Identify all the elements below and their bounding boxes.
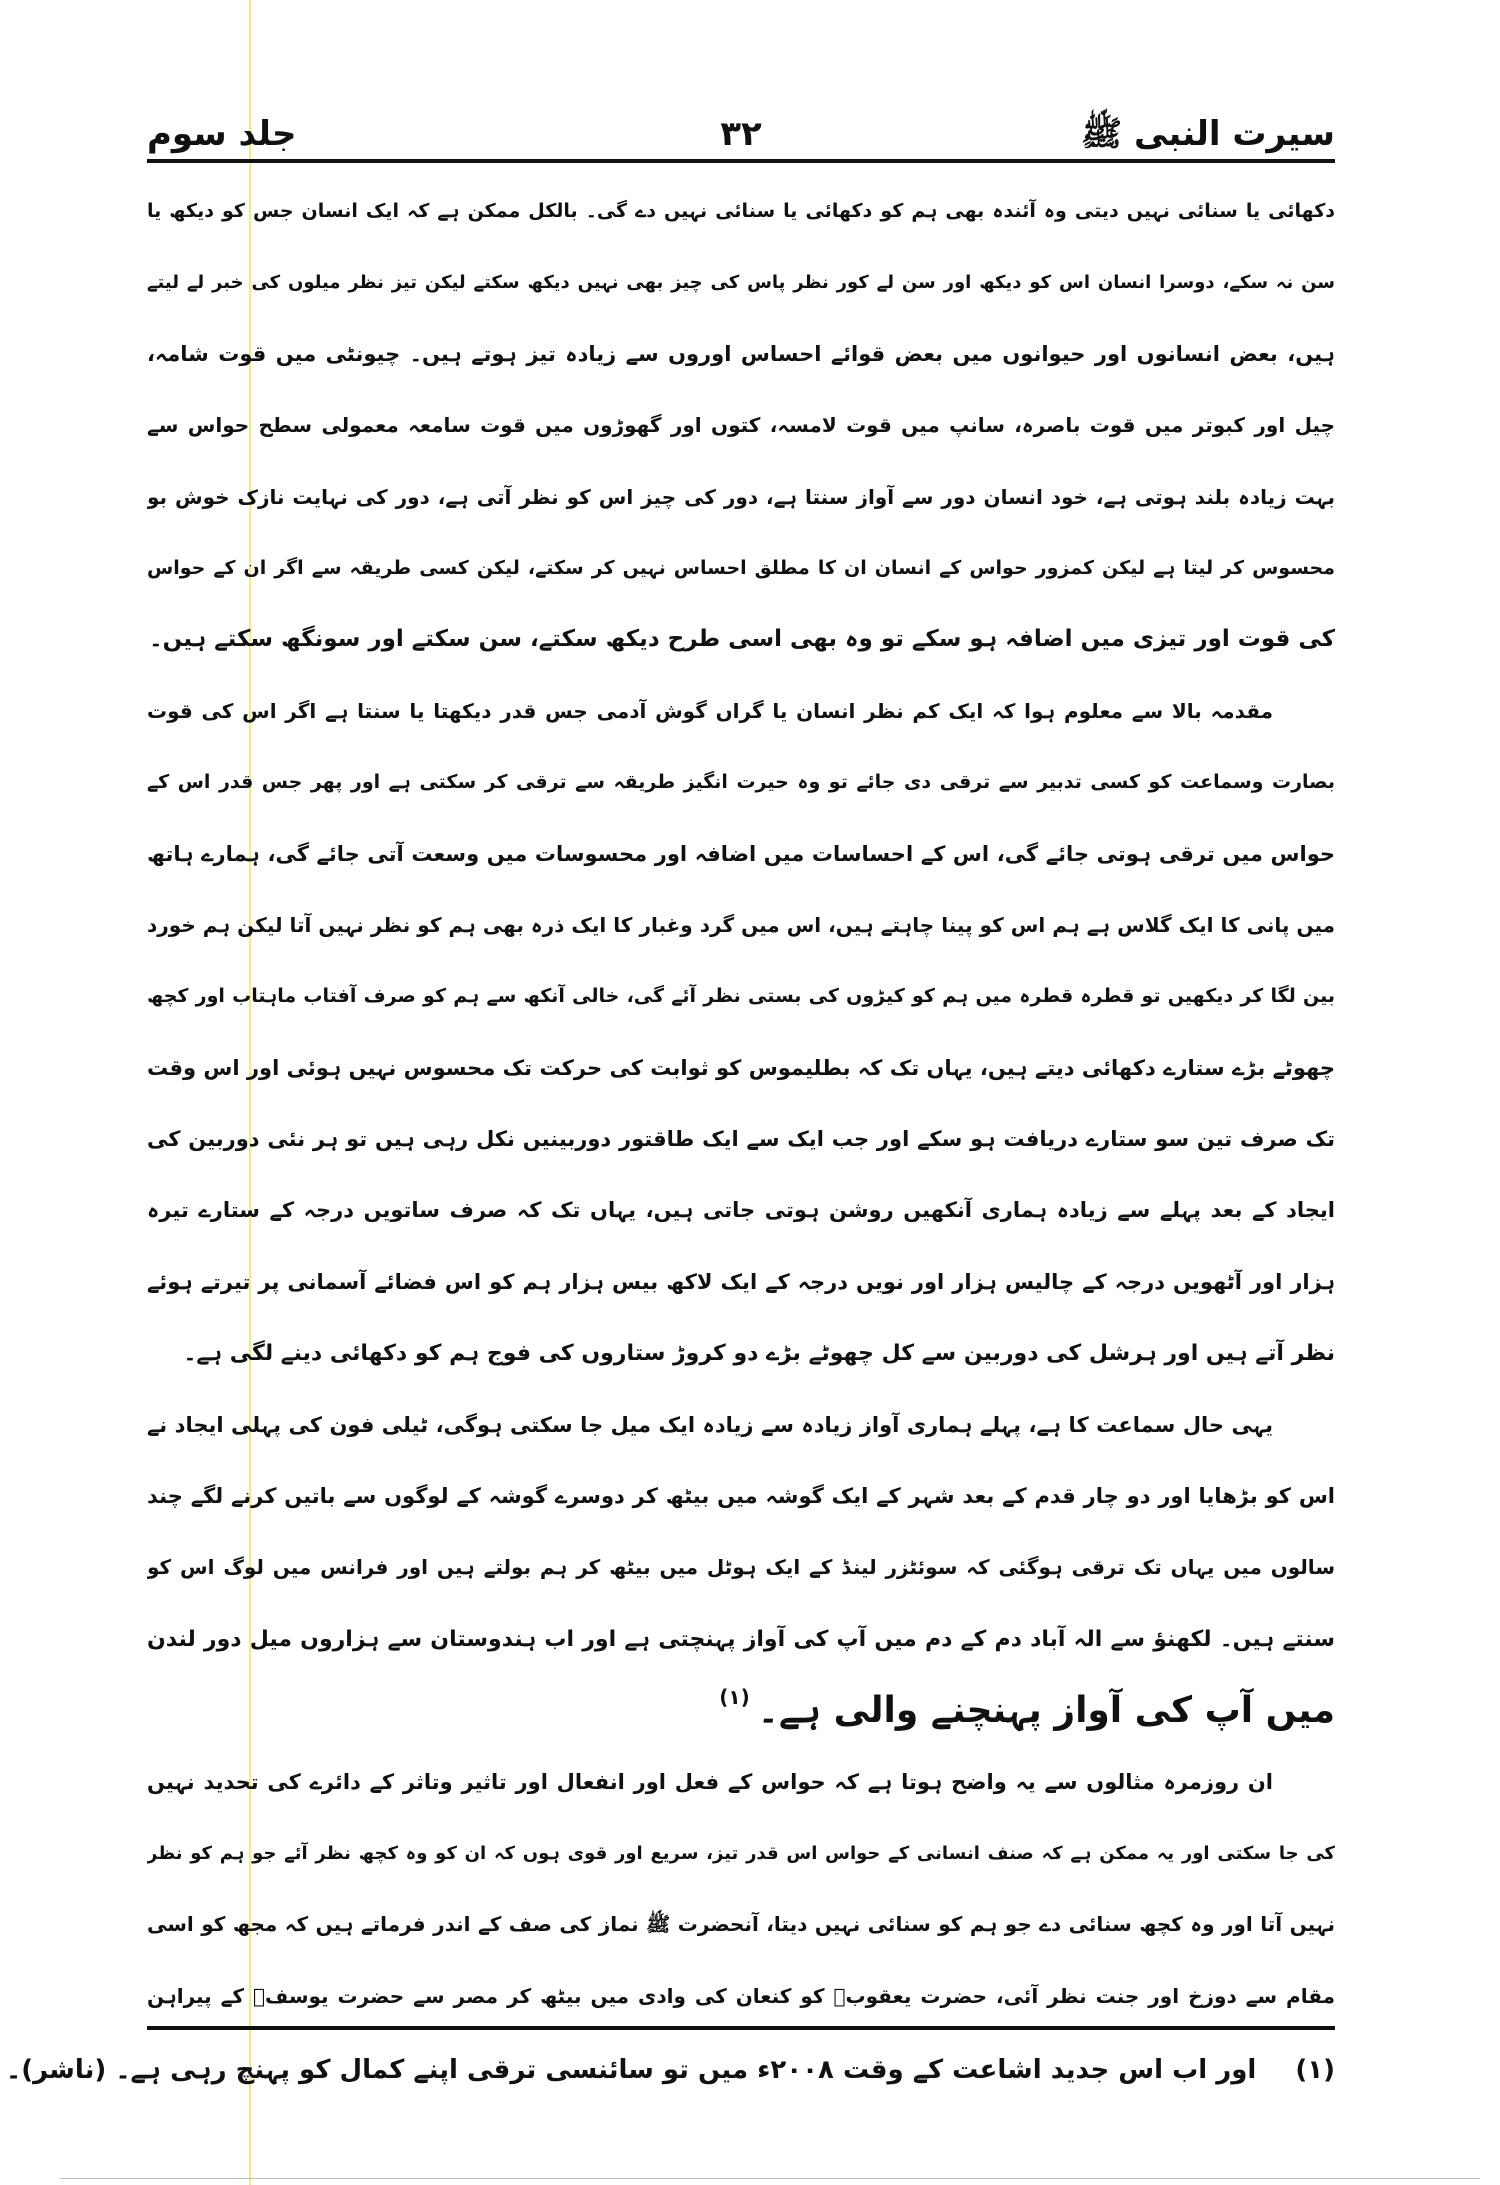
- text-line: دکھائی یا سنائی نہیں دیتی وہ آئندہ بھی ہم کو دکھائی یا سنائی نہیں دے گی۔ بالکل ممکن ہے کہ ایک انسان جس کو دیکھ یا: [147, 200, 1335, 222]
- text-line: اس کو بڑھایا اور دو چار قدم کے بعد شہر کے ایک گوشہ میں بیٹھ کر دوسرے گوشہ کے لوگوں سے باتیں کرنے لگے چند: [147, 1484, 1335, 1509]
- text-line: [147, 1675, 1335, 1746]
- body-text: [147, 176, 1335, 2032]
- page-edge: [60, 2178, 1480, 2179]
- text-line: بین لگا کر دیکھیں تو قطرہ قطرہ میں ہم کو کیڑوں کی بستی نظر آئے گی، خالی آنکھ سے ہم کو صرف آفتاب ماہتاب اور کچھ: [147, 985, 1335, 1008]
- text-line: بہت زیادہ بلند ہوتی ہے، خود انسان دور سے آواز سنتا ہے، دور کی چیز اس کو نظر آتی ہے، دور کی نہایت نازک خوش بو: [147, 484, 1335, 509]
- paragraph-3: [147, 1390, 1335, 1747]
- text-line: نظر آتے ہیں اور ہرشل کی دوربین سے کل چھوٹے بڑے دو کروڑ ستاروں کی فوج ہم کو دکھائی دینے لگی ہے۔: [183, 1341, 1335, 1367]
- text-line: کی قوت اور تیزی میں اضافہ ہو سکے تو وہ بھی اسی طرح دیکھ سکتے، سن سکتے اور سونگھ سکتے ہیں۔: [149, 626, 1335, 653]
- text-line: چیل اور کبوتر میں قوت باصرہ، سانپ میں قوت لامسہ، کتوں اور گھوڑوں میں قوت سامعہ معمولی سطح حواس سے: [147, 413, 1335, 438]
- text-line: کی جا سکتی اور یہ ممکن ہے کہ صنف انسانی کے حواس اس قدر تیز، سریع اور قوی ہوں کہ ان کو وہ کچھ نظر آئے جو ہم کو نظر: [147, 1842, 1335, 1864]
- footnote-reference[interactable]: (۱): [719, 1685, 750, 1710]
- text-line-content: میں آپ کی آواز پہنچنے والی ہے۔: [757, 1690, 1335, 1732]
- text-line: ہزار اور آٹھویں درجہ کے چالیس ہزار اور نویں درجہ کے ایک لاکھ بیس ہزار ہم کو اس فضائے آسمانی پر تیرتے ہوئے: [147, 1269, 1335, 1294]
- paragraph-1: [147, 176, 1335, 676]
- text-line: سالوں میں یہاں تک ترقی ہوگئی کہ سوئٹزر لینڈ کے ایک ہوٹل میں بیٹھ کر ہم بولتے ہیں اور فرانس میں لوگ اس کو: [147, 1555, 1335, 1580]
- text-line: ایجاد کے بعد پہلے سے زیادہ ہماری آنکھیں روشن ہوتی جاتی ہیں، یہاں تک کہ صرف ساتویں درجہ کے ستارے تیرہ: [147, 1198, 1335, 1223]
- volume-label: جلد سوم: [147, 114, 297, 154]
- footnote-number: (۱): [1295, 2055, 1335, 2085]
- text-line: مقدمہ بالا سے معلوم ہوا کہ ایک کم نظر انسان یا گراں گوش آدمی جس قدر دیکھتا یا سنتا ہے اگر اس کی قوت: [147, 698, 1273, 723]
- text-line: حواس میں ترقی ہوتی جائے گی، اس کے احساسات میں اضافہ اور محسوسات میں وسعت آتی جائے گی، ہمارے ہاتھ: [147, 841, 1335, 866]
- text-line: مقام سے دوزخ اور جنت نظر آئی، حضرت یعقوبؑ کو کنعان کی وادی میں بیٹھ کر مصر سے حضرت یوسفؑ کے پیراہن: [147, 1983, 1335, 2008]
- footnote-rule: [147, 2026, 1335, 2030]
- text-line: ہیں، بعض انسانوں اور حیوانوں میں بعض قوائے احساس اوروں سے زیادہ تیز ہوتے ہیں۔ چیونٹی میں قوت شامہ،: [147, 341, 1335, 366]
- text-line: نہیں آتا اور وہ کچھ سنائی دے جو ہم کو سنائی نہیں دیتا، آنحضرت ﷺ نماز کی صف کے اندر فرماتے ہیں کہ مجھ کو اسی: [147, 1912, 1335, 1937]
- footnote-text: اور اب اس جدید اشاعت کے وقت ۲۰۰۸ء میں تو سائنسی ترقی اپنے کمال کو پہنچ رہی ہے۔ (ناشر)۔: [6, 2055, 1257, 2085]
- page-number: ۳۲: [720, 114, 762, 154]
- text-line: میں پانی کا ایک گلاس ہے ہم اس کو پینا چاہتے ہیں، اس میں گرد وغبار کا ایک ذرہ بھی ہم کو نظر نہیں آتا لیکن ہم خورد: [147, 912, 1335, 937]
- text-line: چھوٹے بڑے ستارے دکھائی دیتے ہیں، یہاں تک کہ بطلیموس کو ثوابت کی حرکت تک محسوس نہیں ہوئی اور اس وقت: [147, 1055, 1335, 1080]
- text-line: ان روزمرہ مثالوں سے یہ واضح ہوتا ہے کہ حواس کے فعل اور انفعال اور تاثیر وتاثر کے دائرے کی تحدید نہیں: [147, 1769, 1273, 1794]
- text-line: محسوس کر لیتا ہے لیکن کمزور حواس کے انسان ان کا مطلق احساس نہیں کر سکتے، لیکن کسی طریقہ سے اگر ان کے حواس: [147, 556, 1335, 579]
- text-line: سن نہ سکے، دوسرا انسان اس کو دیکھ اور سن لے کور نظر پاس کی چیز بھی نہیں دیکھ سکتے لیکن تیز نظر میلوں کی خبر لے لیتے: [147, 272, 1335, 294]
- book-title: سیرت النبی ﷺ: [1081, 114, 1335, 154]
- header-rule: [147, 159, 1335, 163]
- paragraph-4: [147, 1747, 1335, 2033]
- text-line: بصارت وسماعت کو کسی تدبیر سے ترقی دی جائے تو وہ حیرت انگیز طریقہ سے ترقی کر سکتی ہے اور پھر جس قدر اس کے: [147, 771, 1335, 794]
- running-header: [147, 108, 1335, 160]
- text-line: سنتے ہیں۔ لکھنؤ سے الہ آباد دم کے دم میں آپ کی آواز پہنچتی ہے اور اب ہندوستان سے ہزاروں میل دور لندن: [147, 1626, 1335, 1652]
- footnote: [6, 2046, 1335, 2094]
- text-line: یہی حال سماعت کا ہے، پہلے ہماری آواز زیادہ سے زیادہ ایک میل جا سکتی ہوگی، ٹیلی فون کی پہلی ایجاد نے: [147, 1412, 1273, 1437]
- paragraph-2: [147, 676, 1335, 1390]
- text-line: تک صرف تین سو ستارے دریافت ہو سکے اور جب ایک سے ایک طاقتور دوربینیں نکل رہی ہیں تو ہر نئی دوربین کی: [147, 1127, 1335, 1152]
